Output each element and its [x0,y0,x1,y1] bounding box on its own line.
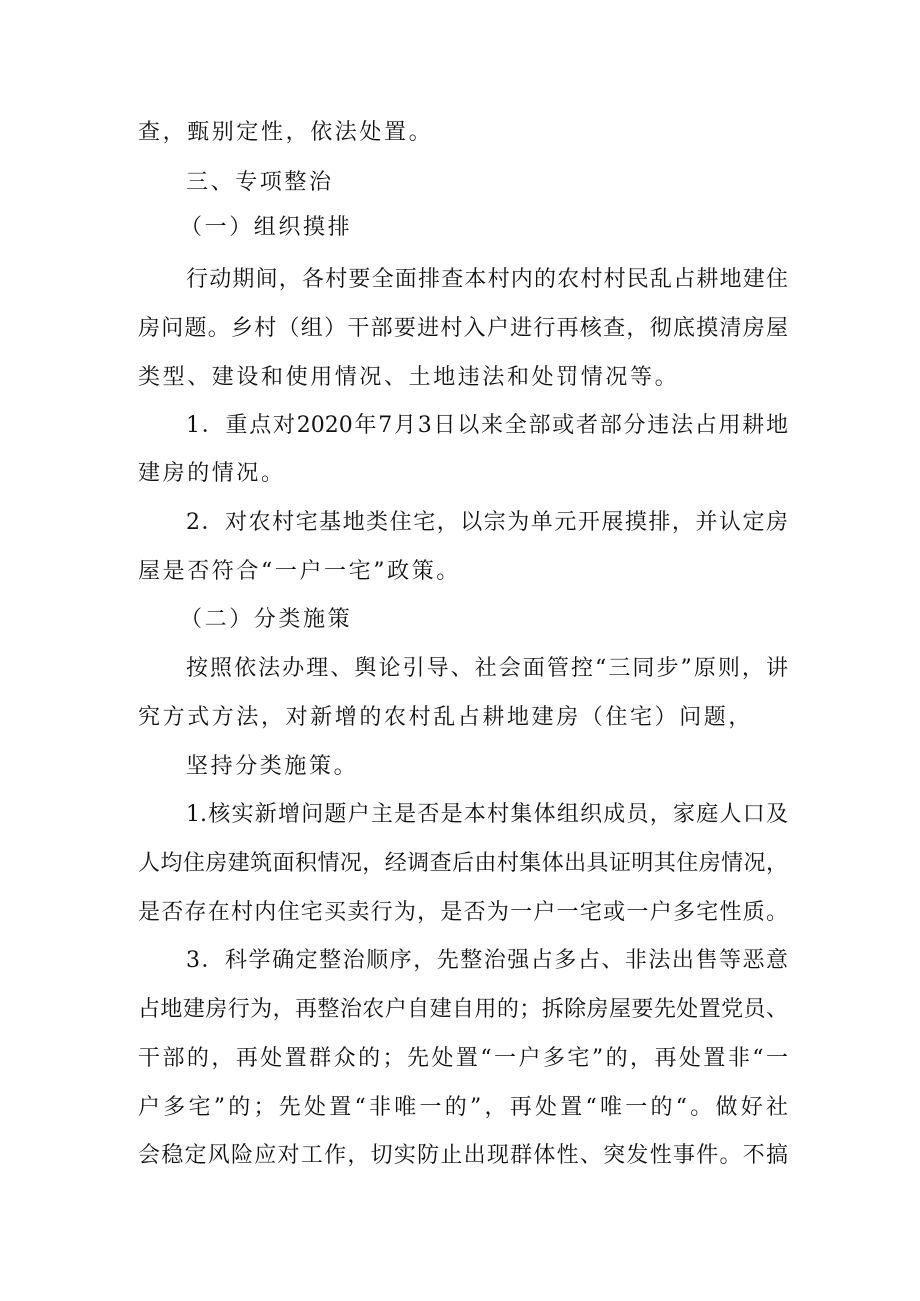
paragraph-line: 建房的情况。 [138,461,286,486]
paragraph-line: 1.核实新增问题户主是否是本村集体组织成员，家庭人口及 [186,802,788,827]
paragraph-line: 会稳定风险应对工作，切实防止出现群体性、突发性事件。不搞 [138,1143,788,1168]
paragraph-line: 是否存在村内住宅买卖行为，是否为一户一宅或一户多宅性质。 [138,900,788,925]
paragraph-line: 类型、建设和使用情况、土地违法和处罚情况等。 [138,365,680,390]
subsection-heading: （一）组织摸排 [180,215,353,240]
paragraph-line: 占地建房行为，再整治农户自建自用的；拆除房屋要先处置党员、 [138,997,788,1022]
section-heading: 三、专项整治 [186,170,334,195]
paragraph-line: 人均住房建筑面积情况，经调查后由村集体出具证明其住房情况， [138,851,788,876]
paragraph-line: 屋是否符合“一户一宅”政策。 [138,559,461,584]
paragraph-line: 2．对农村宅基地类住宅，以宗为单元开展摸排，并认定房 [186,510,788,535]
paragraph-line: 按照依法办理、舆论引导、社会面管控“三同步”原则，讲 [186,656,788,681]
paragraph-line: 1．重点对2020年7月3日以来全部或者部分违法占用耕地 [186,413,788,438]
paragraph-line: 房问题。乡村（组）干部要进村入户进行再核查，彻底摸清房屋 [138,316,788,341]
subsection-heading: （二）分类施策 [180,607,353,632]
paragraph-line: 3．科学确定整治顺序，先整治强占多占、非法出售等恶意 [186,948,788,973]
paragraph-line: 坚持分类施策。 [186,754,359,779]
paragraph-line: 查，甄别定性，依法处置。 [138,120,434,145]
paragraph-line: 究方式方法，对新增的农村乱占耕地建房（住宅）问题， [138,705,754,730]
paragraph-line: 干部的，再处置群众的；先处置“一户多宅”的，再处置非“一 [138,1046,788,1071]
paragraph-line: 行动期间，各村要全面排查本村内的农村村民乱占耕地建住 [186,267,788,292]
paragraph-line: 户多宅”的；先处置“非唯一的”，再处置“唯一的“。做好社 [138,1095,788,1120]
